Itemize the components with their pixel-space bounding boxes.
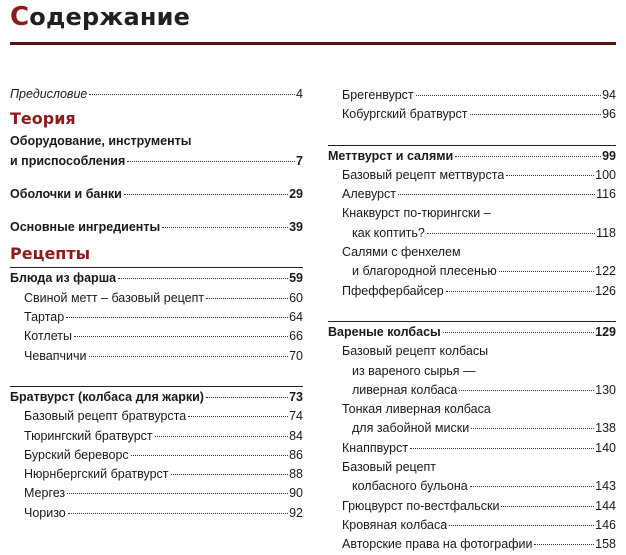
toc-entry-label: Тартар [24,310,65,325]
toc-entry[interactable] [328,381,616,400]
dot-leader [155,435,288,437]
toc-entry-line[interactable]: Тонкая ливерная колбаса [342,402,491,417]
dot-leader [506,174,594,176]
toc-entry-label: Чевапчичи [24,348,87,363]
toc-entry[interactable] [328,185,616,204]
dot-leader [459,389,594,391]
toc-entry[interactable] [328,419,616,438]
title-initial: С [10,2,30,32]
toc-entry-label: ливерная колбаса [352,382,458,397]
dot-leader [89,355,289,357]
toc-page-number: 60 [289,290,303,305]
toc-page-number: 64 [289,310,303,325]
toc-entry-equipment[interactable] [10,152,303,171]
toc-page-number: 116 [596,187,616,202]
dot-leader [471,427,594,429]
toc-page-number: 99 [602,148,616,163]
dot-leader [206,396,288,398]
dot-leader [449,524,594,526]
toc-entry-label: как коптить? [352,225,425,240]
dot-leader [446,290,594,292]
toc-entry-label: Свиной метт – базовый рецепт [24,290,205,305]
toc-left-column [10,85,303,523]
toc-page-number: 70 [289,348,303,363]
dot-leader [68,512,288,514]
toc-entry[interactable] [328,477,616,496]
dot-leader [89,93,295,95]
toc-right-column [328,85,616,555]
dot-leader [118,277,288,279]
toc-page-number: 158 [595,537,616,552]
toc-page-number: 73 [289,389,303,404]
page-title [10,2,190,32]
toc-entry[interactable] [10,327,303,346]
toc-entry-line[interactable]: Кнаквурст по-тюрингски – [342,206,491,221]
toc-entry[interactable] [328,86,616,105]
toc-page-number: 94 [602,88,616,102]
toc-entry[interactable] [328,224,616,243]
toc-page-number: 86 [289,447,303,462]
dot-leader [455,155,601,157]
toc-page-number: 88 [289,467,303,482]
toc-page-number: 138 [595,421,616,436]
toc-entry-label: Нюрнбергский братвурст [24,467,169,482]
toc-page-number: 4 [296,87,303,101]
dot-leader [443,331,594,333]
toc-page-number: 29 [289,186,303,201]
section-heading-theory: Теория [10,109,76,129]
toc-entry[interactable] [328,282,616,301]
toc-entry-label: Оболочки и банки [10,186,122,201]
dot-leader [398,193,595,195]
toc-entry-label: Тюрингский братвурст [24,428,153,443]
toc-page-number: 74 [289,409,303,424]
toc-entry-label: Кровяная колбаса [342,517,448,532]
toc-entry-line[interactable]: из вареного сырья — [352,363,476,378]
toc-group-mettwurst [328,145,616,301]
toc-page-number: 92 [289,505,303,520]
toc-entry-line[interactable]: Базовый рецепт [342,460,437,475]
toc-entry-equipment-line1[interactable]: Оборудование, инструменты [10,134,192,149]
toc-page-number: 84 [289,428,303,443]
toc-group-bratwurst [10,386,303,523]
toc-entry[interactable] [328,497,616,516]
toc-page-number: 144 [595,498,616,513]
toc-group-continued [328,85,616,125]
toc-entry[interactable] [10,289,303,308]
toc-page-number: 126 [595,283,616,298]
toc-page-number: 130 [595,382,616,397]
toc-entry-label: Авторские права на фотографии [342,537,533,552]
dot-leader [162,226,288,228]
toc-page-number: 59 [289,271,303,286]
toc-entry[interactable] [10,446,303,465]
toc-entry[interactable] [328,516,616,535]
toc-page-number: 129 [595,324,616,339]
toc-entry-label: и благородной плесенью [352,264,497,279]
dot-leader [534,543,594,545]
title-rest: одержание [29,3,191,31]
toc-entry-label: Пфеффербайсер [342,283,444,298]
toc-entry-casings[interactable] [10,185,303,204]
toc-group-title[interactable] [10,388,303,407]
toc-page-number: 122 [595,264,616,279]
toc-entry[interactable] [10,465,303,484]
dot-leader [124,193,288,195]
dot-leader [501,505,594,507]
toc-page-number: 66 [289,329,303,344]
toc-page-number: 146 [595,517,616,532]
toc-group-boiled [328,321,616,555]
toc-group-title[interactable] [10,269,303,288]
toc-entry-label: Грюцвурст по-вестфальски [342,498,500,513]
toc-entry-label: Чоризо [24,505,66,520]
dot-leader [171,473,289,475]
toc-entry-label: Бурский береворс [24,447,129,462]
title-rule [10,42,616,45]
dot-leader [416,94,601,96]
toc-entry-label: Предисловие [10,87,88,101]
toc-entry-line[interactable]: Базовый рецепт колбасы [342,344,489,359]
toc-page-number: 118 [596,225,616,240]
dot-leader [188,415,288,417]
dot-leader [499,270,594,272]
toc-entry[interactable] [10,504,303,523]
toc-entry-label: Базовый рецепт братвурста [24,409,187,424]
toc-entry-label: Братвурст (колбаса для жарки) [10,389,204,404]
dot-leader [427,232,595,234]
toc-entry-label: Котлеты [24,329,72,344]
toc-entry-line[interactable]: Салями с фенхелем [342,245,461,260]
dot-leader [66,316,288,318]
toc-entry[interactable] [328,166,616,185]
toc-entry-label: Вареные колбасы [328,324,441,339]
toc-group-title[interactable] [328,323,616,342]
toc-entry-label: для забойной миски [352,421,470,436]
toc-entry[interactable] [328,262,616,281]
dot-leader [410,447,594,449]
toc-entry-label: Мергез [24,486,66,501]
toc-entry[interactable] [10,308,303,327]
toc-entry[interactable] [10,484,303,503]
toc-entry[interactable] [328,535,616,554]
toc-page-number: 90 [289,486,303,501]
dot-leader [67,492,288,494]
toc-page-number: 143 [595,479,616,494]
toc-entry-label: Меттвурст и салями [328,148,454,163]
toc-entry-label: Блюда из фарша [10,271,117,286]
toc-entry[interactable] [10,347,303,366]
dot-leader [470,113,602,115]
toc-entry[interactable] [328,439,616,458]
dot-leader [74,335,288,337]
toc-entry-label: Брегенвурст [342,88,414,102]
toc-entry-label: Кнаппвурст [342,440,409,455]
dot-leader [470,485,594,487]
toc-entry-preface[interactable] [10,85,303,104]
toc-group-minced [10,267,303,365]
toc-entry-label: и приспособления [10,153,126,168]
toc-entry-label: колбасного бульона [352,479,468,494]
dot-leader [206,297,288,299]
toc-entry[interactable] [328,105,616,124]
toc-entry-label: Основные ингредиенты [10,220,161,235]
toc-page-number: 96 [602,107,616,122]
section-heading-recipes: Рецепты [10,244,91,264]
toc-page-number: 140 [595,440,616,455]
dot-leader [127,160,295,162]
toc-entry[interactable] [10,407,303,426]
toc-entry-label: Базовый рецепт меттвурста [342,167,505,182]
toc-entry[interactable] [10,427,303,446]
toc-page-number: 39 [289,220,303,235]
dot-leader [131,454,288,456]
toc-page-number: 100 [595,167,616,182]
toc-page-number: 7 [296,153,303,168]
toc-group-title[interactable] [328,147,616,166]
toc-entry-label: Алевурст [342,187,396,202]
toc-entry-ingredients[interactable] [10,218,303,237]
toc-entry-label: Кобургский братвурст [342,107,468,122]
